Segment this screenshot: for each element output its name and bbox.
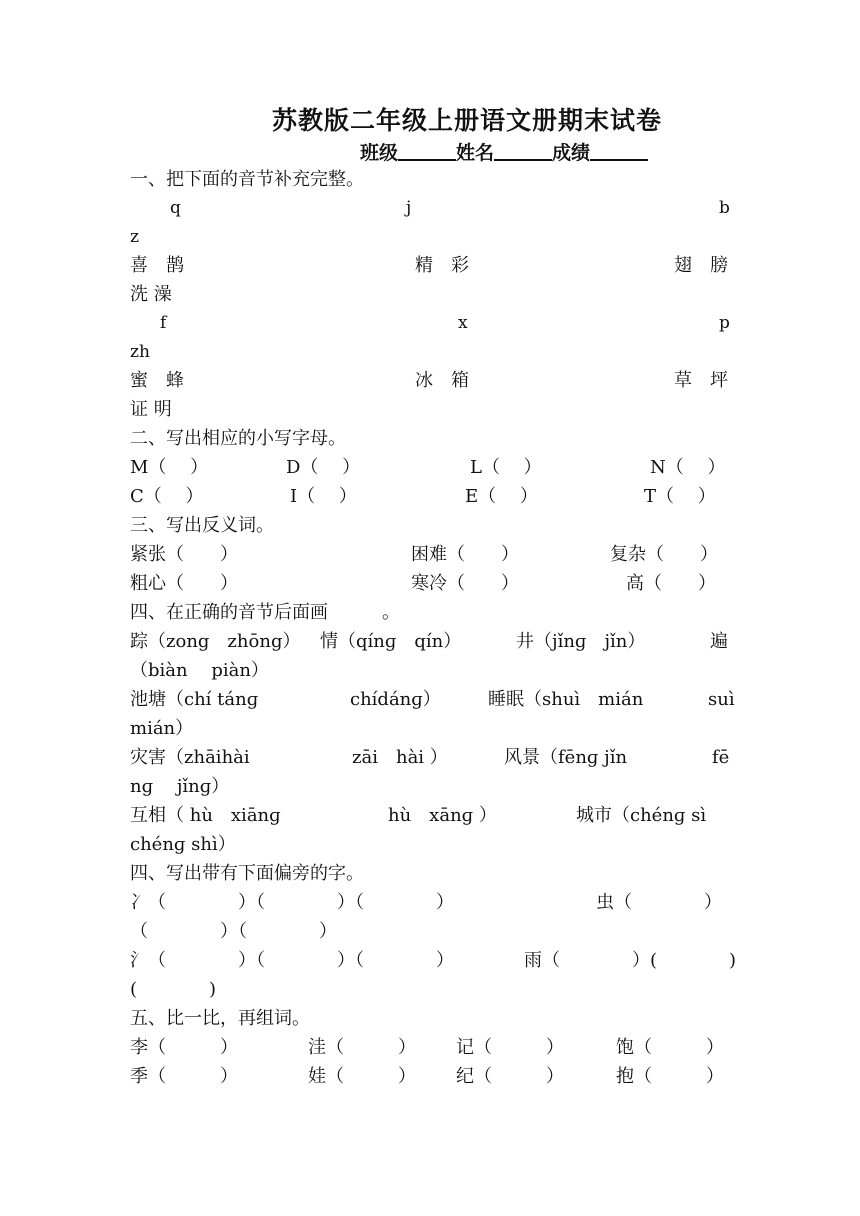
section4-row4 (130, 801, 730, 830)
word-item: 冰 箱 (415, 370, 469, 391)
section4-row2 (130, 685, 735, 714)
page-title: 苏教版二年级上册语文册期末试卷 (272, 106, 663, 135)
section2-row2 (130, 482, 730, 511)
section4-row3-wrap: nɡ jǐnɡ） (130, 776, 230, 797)
section4-heading: 四、在正确的音节后面画 。 (130, 602, 400, 623)
section1-row4 (130, 366, 730, 395)
section2-row1 (130, 453, 730, 482)
letter-item: N（ ） (650, 457, 726, 478)
section5-heading: 四、写出带有下面偏旁的字。 (130, 863, 364, 884)
word-item: 蜜 蜂 (130, 370, 184, 391)
class-label: 班级 (360, 142, 399, 164)
compare-item: 抱（ ） (616, 1066, 724, 1087)
section6-row1 (130, 1033, 730, 1062)
choice-item: 睡眠（shuì mián (488, 689, 644, 710)
antonym-item: 紧张（ ） (130, 544, 238, 565)
section2-heading: 二、写出相应的小写字母。 (130, 428, 346, 449)
choice-item: 池塘（chí tánɡ (130, 689, 259, 710)
antonym-item: 寒冷（ ） (411, 573, 519, 594)
compare-item: 饱（ ） (616, 1037, 724, 1058)
choice-item: 互相（ hù xiānɡ (130, 805, 281, 826)
section4-row1-wrap: （biàn piàn） (130, 660, 269, 681)
section1-row3-wrap: zh (130, 342, 150, 362)
radical-item: 冫（ ）（ ）（ ） (130, 892, 454, 913)
compare-item: 娃（ ） (308, 1066, 416, 1087)
section4-row1 (130, 627, 730, 656)
section6-heading: 五、比一比，再组词。 (130, 1008, 310, 1029)
letter-item: C（ ） (130, 486, 204, 507)
radical-item: 氵（ ）（ ）（ ） (130, 950, 454, 971)
pinyin-item: b (719, 198, 730, 218)
section3-heading: 三、写出反义词。 (130, 515, 274, 536)
letter-item: M（ ） (130, 457, 209, 478)
section1-row4-wrap: 证 明 (130, 399, 172, 420)
choice-item: 踪（zong zhōng） (130, 631, 301, 652)
name-label: 姓名 (456, 142, 495, 164)
letter-item: L（ ） (470, 457, 542, 478)
section1-row1 (130, 194, 730, 223)
pinyin-item: q (170, 198, 181, 218)
section1-row3 (130, 309, 730, 338)
section3-row2 (130, 569, 730, 598)
word-item: 精 彩 (415, 255, 469, 276)
pinyin-item: x (458, 313, 468, 333)
letter-item: E（ ） (465, 486, 538, 507)
choice-item: 城市（chénɡ sì (576, 805, 707, 826)
choice-item: 灾害（zhāihài (130, 747, 250, 768)
student-info-line (360, 138, 648, 165)
name-blank (494, 141, 552, 161)
section1-heading: 一、把下面的音节补充完整。 (130, 169, 364, 190)
section1-row1-wrap: z (130, 227, 139, 247)
radical-item: 虫（ ） (596, 892, 722, 913)
choice-item: 遍 (710, 631, 728, 652)
pinyin-item: f (160, 313, 167, 333)
letter-item: I（ ） (290, 486, 357, 507)
radical-item: 雨（ ）( ) (524, 950, 737, 971)
choice-item: 情（qínɡ qín） (320, 631, 462, 652)
choice-item: fē (712, 747, 730, 768)
pinyin-item: j (406, 198, 412, 218)
compare-item: 记（ ） (456, 1037, 564, 1058)
word-item: 翅 膀 (674, 255, 728, 276)
word-item: 喜 鹊 (130, 255, 184, 276)
choice-item: 井（jǐnɡ jǐn） (516, 631, 646, 652)
compare-item: 李（ ） (130, 1037, 238, 1058)
choice-item: suì (708, 689, 735, 710)
compare-item: 纪（ ） (456, 1066, 564, 1087)
letter-item: D（ ） (286, 457, 361, 478)
section4-row2-wrap: mián） (130, 718, 194, 739)
antonym-item: 困难（ ） (411, 544, 519, 565)
pinyin-item: p (719, 313, 730, 333)
antonym-item: 复杂（ ） (610, 544, 718, 565)
section5-row1-wrap: （ ）（ ） (130, 921, 337, 942)
compare-item: 洼（ ） (308, 1037, 416, 1058)
choice-item: hù xānɡ ） (388, 805, 497, 826)
compare-item: 季（ ） (130, 1066, 238, 1087)
section3-row1 (130, 540, 730, 569)
score-label: 成绩 (552, 142, 591, 164)
antonym-item: 高（ ） (626, 573, 716, 594)
section1-row2 (130, 251, 730, 280)
section1-row2-wrap: 洗 澡 (130, 284, 172, 305)
section5-row2 (130, 946, 737, 975)
section4-row3 (130, 743, 730, 772)
class-blank (398, 141, 456, 161)
antonym-item: 粗心（ ） (130, 573, 238, 594)
choice-item: 风景（fēnɡ jǐn (504, 747, 628, 768)
choice-item: chídánɡ） (350, 689, 441, 710)
section6-row2 (130, 1062, 730, 1091)
choice-item: zāi hài ） (352, 747, 448, 768)
section4-row4-wrap: chénɡ shì） (130, 834, 236, 855)
score-blank (590, 141, 648, 161)
section5-row2-wrap: ( ) (130, 979, 217, 1000)
letter-item: T（ ） (644, 486, 716, 507)
word-item: 草 坪 (674, 370, 728, 391)
section5-row1 (130, 888, 730, 917)
